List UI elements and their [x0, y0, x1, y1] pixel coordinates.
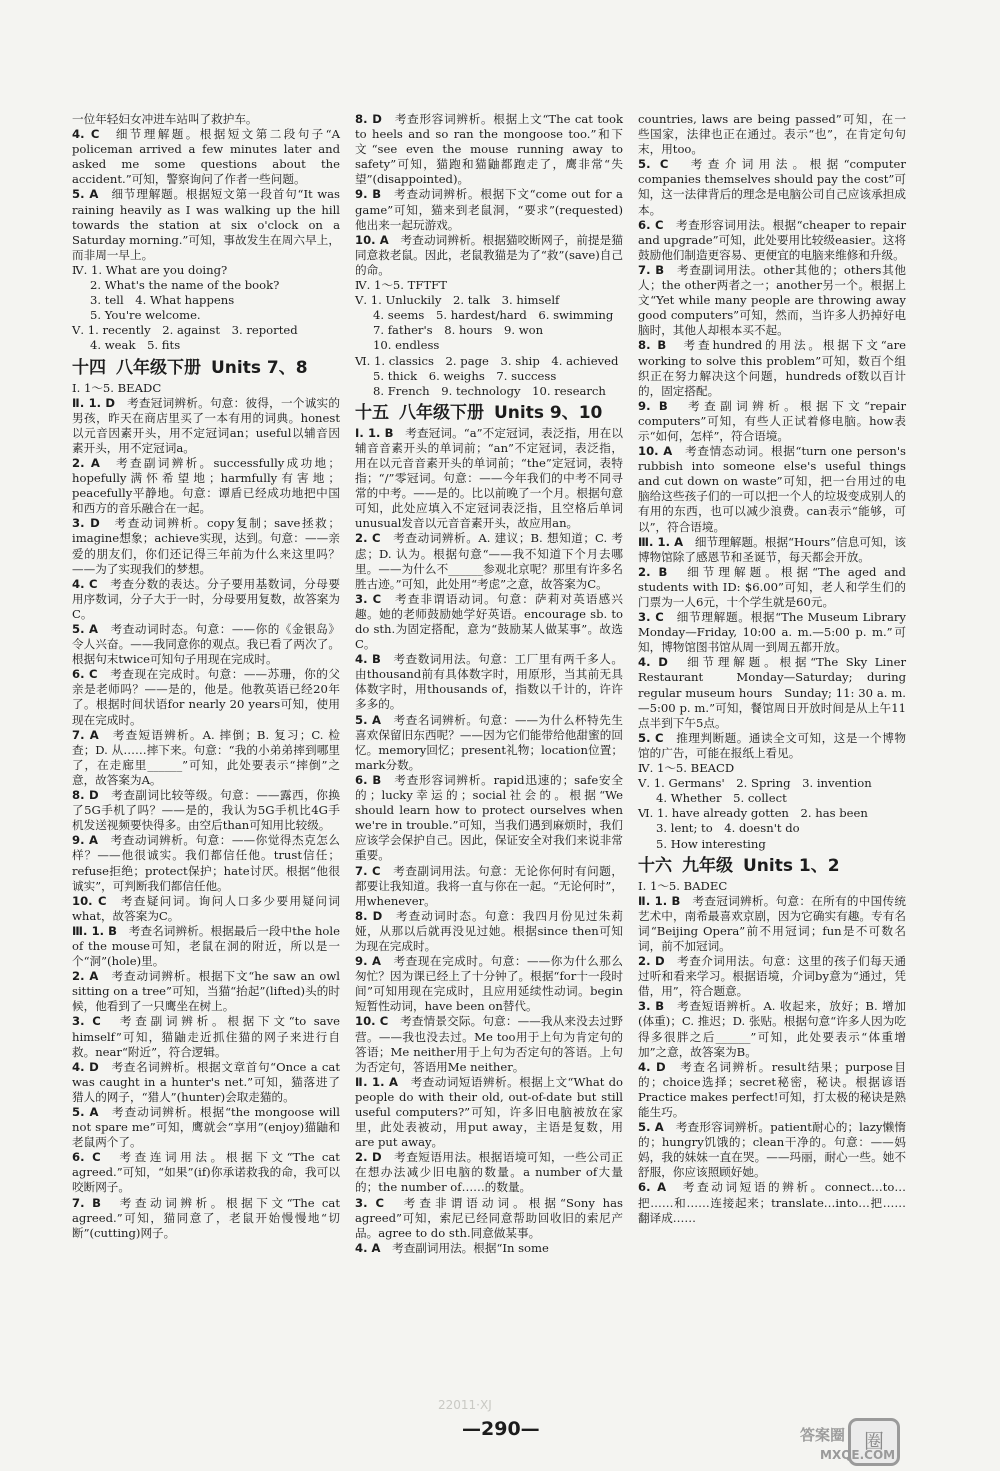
answer-paragraph: Ⅲ. 1. B 考查名词辨析。根据最后一段中the hole of the mouse可知，老鼠在洞的附近，所以是一个“洞”(hole)里。 [72, 923, 340, 969]
section-heading-15: 十五 八年级下册 Units 9、10 [355, 402, 603, 423]
answer-paragraph: 10. A 考查情态动词。根据“turn one person's rubbish into someone else's useful things and cut down on waste”可知，把一台用过的电脑给这些孩子们的一可以把一个人的垃圾变成别人的有用的东西，也可以减少浪费。can表示“能够，可以”，符合语境。 [638, 444, 906, 534]
answer-paragraph: 3. C 考查副词辨析。根据下文“to save himself”可知，猫鼬走近抓住猫的网子来进行自救。near“附近”，符合逻辑。 [72, 1014, 340, 1059]
answer-paragraph: 8. D 考查形容词辨析。根据上文“The cat took to heels and so ran the mongoose too.”和下文“see even the mouse running away to safety”可知，猫跑和猫鼬都跑走了，鹰非常“失望”(disappointed)。 [355, 112, 623, 187]
answer-paragraph: Ⅱ. 1. A 考查动词短语辨析。根据上文“What do people do with their old, out-of-date but still useful computers?”可知，许多旧电脑被放在家里，此处表被动，用put away，主语是复数，用are put away。 [355, 1074, 623, 1150]
answer-line: 2. What's the name of the book? [90, 278, 280, 293]
answer-paragraph: 3. C 细节理解题。根据“The Museum Library Monday—Friday, 10:00 a. m.—5:00 p. m.”可知，博物馆图书馆从周一到周五都开放。 [638, 610, 918, 655]
column-right [638, 112, 918, 1226]
answer-paragraph: 10. C 考查疑问词。询问人口多少要用疑问词what，故答案为C。 [72, 893, 340, 923]
answer-paragraph: 7. B 考查副词用法。other其他的；others其他人；the other两者之一；another另一个。根据上文“Yet while many people are throwing away good computers”可知，然而，当许多人扔掉好电脑时，其他人却根本买不起。 [638, 262, 906, 338]
answer-line: Ⅳ. 1. What are you doing? [72, 262, 228, 277]
answer-paragraph: 4. B 考查数词用法。句意：工厂里有两千多人。由thousand前有具体数字时，用原形，当其前无具体数字时，用thousands of，指数以千计的，许许多多的。 [355, 652, 623, 712]
answer-paragraph: 5. A 考查动词时态。句意：——你的《金银岛》令人兴奋。——我同意你的观点。我已看了两次了。根据句末twice可知句子用现在完成时。 [72, 622, 340, 667]
watermark-logo-icon: 圈 [848, 1418, 900, 1466]
answer-paragraph: 8. D 考查动词时态。句意：我四月份见过朱莉娅，从那以后就再没见过她。根据since then可知为现在完成时。 [355, 908, 623, 953]
answer-line: 8. French 9. technology 10. research [373, 383, 606, 398]
answer-paragraph: 2. A 考查动词辨析。根据下文“he saw an owl sitting on a tree”可知，当猫“抬起”(lifted)头的时候，他看到了一只鹰坐在树上。 [72, 969, 340, 1014]
answer-line: 3. tell 4. What happens [90, 293, 235, 308]
answer-paragraph: 3. B 考查短语辨析。A. 收起来，放好；B. 增加(体重)；C. 推迟；D. 张贴。根据句意“许多人因为吃得多很胖之后______”可知，此处要表示“体重增加”之意，故答案为B。 [638, 999, 906, 1059]
answer-paragraph: Ⅱ. 1. B 考查冠词辨析。句意：在所有的中国传统艺术中，南希最喜欢京剧，因为它确实有趣。专有名词“Beijing Opera”前不用冠词；fun是不可数名词，前不加冠词。 [638, 893, 906, 953]
answer-paragraph: 7. C 考查副词用法。句意：无论你何时有问题，都要让我知道。我将一直与你在一起。“无论何时”，用whenever。 [355, 863, 623, 908]
answer-paragraph: 7. B 考查动词辨析。根据下文“The cat agreed.”可知，猫同意了，老鼠开始慢慢地“切断”(cutting)网子。 [72, 1195, 340, 1240]
answer-line: Ⅳ. 1～5. BEACD [638, 761, 735, 776]
answer-line: 5. You're welcome. [90, 308, 201, 323]
page-number: —290— [462, 1418, 540, 1440]
answer-line: 10. endless [373, 338, 440, 353]
answer-paragraph: 8. D 考查副词比较等级。句意：——露西，你换了5G手机了吗？——是的，我认为5G手机比4G手机发送视频要快得多。由空后than可知用比较级。 [72, 788, 340, 833]
answer-line: 5. thick 6. weighs 7. success [373, 368, 557, 383]
answer-line: 3. lent; to 4. doesn't do [656, 821, 800, 836]
answer-line: Ⅵ. 1. have already gotten 2. has been [638, 806, 868, 821]
answer-line: 4. seems 5. hardest/hard 6. swimming [373, 308, 614, 323]
answer-paragraph: 5. A 考查形容词辨析。patient耐心的；lazy懒惰的；hungry饥饿的；clean干净的。句意：——妈妈，我的妹妹一直在哭。——玛丽，耐心一些。她不舒服，你应该照顾好她。 [638, 1120, 906, 1180]
answer-paragraph: 9. B 考查动词辨析。根据下文“come out for a game”可知，猫来到老鼠洞，“要求”(requested)他出来一起玩游戏。 [355, 187, 623, 232]
answer-line: Ⅰ. 1～5. BADEC [638, 878, 728, 893]
answer-line: 4. Whether 5. collect [656, 791, 787, 806]
answer-paragraph: 9. A 考查现在完成时。句意：——你为什么那么匆忙？因为课已经上了十分钟了。根据“for十一段时间”可知用现在完成时，且应用延续性动词。begin短暂性动词，have been on替代。 [355, 954, 623, 1014]
answer-paragraph: 6. C 考查连词用法。根据下文“The cat agreed.”可知，“如果”(if)你承诺救我的命，我可以咬断网子。 [72, 1150, 340, 1195]
answer-paragraph: 6. A 考查动词短语的辨析。connect…to…把……和……连接起来；translate…into…把……翻译成…… [638, 1180, 906, 1225]
answer-paragraph: 4. C 考查分数的表达。分子要用基数词，分母要用序数词，分子大于一时，分母要用复数，故答案为C。 [72, 576, 340, 621]
answer-line: Ⅴ. 1. recently 2. against 3. reported [72, 323, 298, 338]
answer-paragraph: 3. C 考查非谓语动词。根据“Sony has agreed”可知，索尼已经同意帮助回收旧的索尼产品。agree to do sth.同意做某事。 [355, 1195, 623, 1240]
section-heading-14: 十四 八年级下册 Units 7、8 [72, 357, 308, 378]
answer-paragraph: 9. B 考查副词辨析。根据下文“repair computers”可知，有些人正试着修电脑。how表示“如何，怎样”，符合语境。 [638, 398, 906, 443]
answer-paragraph: 10. A 考查动词辨析。根据猫咬断网子，前提是猫同意救老鼠。因此，老鼠教猫是为了“救”(save)自己的命。 [355, 232, 623, 277]
answer-paragraph: 6. C 考查形容词用法。根据“cheaper to repair and upgrade”可知，此处要用比较级easier。这将鼓励他们制造更容易、更便宜的电脑来维修和升级。 [638, 217, 906, 262]
answer-paragraph: 4. D 细节理解题。根据“The Sky Liner Restaurant Monday—Saturday; during regular museum hours Sunday; 11: 30 a. m.—5:00 p. m.”可知，餐馆周日开放时间是从上午11点半到下午5点。 [638, 655, 906, 730]
answer-paragraph: 一位年轻妇女冲进车站叫了救护车。 [72, 112, 258, 126]
answer-line: 4. weak 5. fits [90, 338, 181, 353]
answer-paragraph: 3. C 考查非谓语动词。句意：萨莉对英语感兴趣。她的老师鼓励她学好英语。encourage sb. to do sth.为固定搭配，意为“鼓励某人做某事”。故选C。 [355, 591, 623, 652]
answer-paragraph: 5. A 考查动词辨析。根据“the mongoose will not spare me”可知，鹰就会“享用”(enjoy)猫鼬和老鼠两个了。 [72, 1105, 340, 1150]
answer-line: 7. father's 8. hours 9. won [373, 323, 544, 338]
answer-paragraph: 2. D 考查介词用法。句意：这里的孩子们每天通过听和看来学习。根据语境，介词by意为“通过，凭借，用”，符合题意。 [638, 954, 906, 999]
column-left [72, 112, 340, 1241]
answer-paragraph: countries, laws are being passed”可知，在一些国家，法律也正在通过。表示“也”，在肯定句句末，用too。 [638, 112, 906, 157]
section-heading-16: 十六 九年级 Units 1、2 [638, 855, 840, 876]
answer-paragraph: 2. B 细节理解题。根据“The aged and students with ID: $6.00”可知，老人和学生们的门票为一人6元，十个学生就是60元。 [638, 564, 906, 609]
footer-code: 22011·XJ [438, 1398, 492, 1412]
answer-paragraph: 5. C 考查介词用法。根据“computer companies themselves should pay the cost”可知，这一法律背后的理念是电脑公司自己应该承担成本。 [638, 157, 906, 217]
watermark-text: MXQE.COM [820, 1448, 896, 1462]
answer-paragraph: 2. C 考查动词辨析。A. 建议；B. 想知道；C. 考虑；D. 认为。根据句意“——我不知道下个月去哪里。——为什么不______参观北京呢？那里有许多名胜古迹。”可知，此处用“考虑”之意，故答案为C。 [355, 531, 623, 591]
answer-paragraph: Ⅲ. 1. A 细节理解题。根据“Hours”信息可知，该博物馆除了感恩节和圣诞节，每天都会开放。 [638, 534, 906, 564]
answer-paragraph: 9. A 考查动词辨析。句意：——你觉得杰克怎么样？——他很诚实。我们都信任他。trust信任；refuse拒绝；protect保护；hate讨厌。根据“他很诚实”，可判断我们都信任他。 [72, 833, 340, 893]
answer-line: 5. How interesting [656, 836, 766, 851]
answer-paragraph: 2. D 考查短语用法。根据语境可知，一些公司正在想办法减少旧电脑的数量。a number of大量的；the number of……的数量。 [355, 1150, 623, 1195]
answer-paragraph: 6. C 考查现在完成时。句意：——苏珊，你的父亲是老师吗？——是的，他是。他教英语已经20年了。根据时间状语for nearly 20 years可知，使用现在完成时。 [72, 667, 340, 727]
answer-paragraph: 3. D 考查动词辨析。copy复制；save拯救；imagine想象；achieve实现，达到。句意：——亲爱的朋友们，你们还记得三年前为什么来这里吗？——为了实现我们的梦想。 [72, 516, 340, 576]
answer-paragraph: 5. A 细节理解题。根据短文第一段首句“It was raining heavily as I was walking up the hill towards the station at six o'clock on a Saturday morning.”可知，事故发生在周六早上，而非周一早上。 [72, 187, 340, 262]
watermark-top: 答案圈 [800, 1426, 846, 1444]
answer-paragraph: 2. A 考查副词辨析。successfully成功地；hopefully满怀希望地；harmfully有害地；peacefully平静地。句意：谭盾已经成功地把中国和西方的音乐融合在一起。 [72, 455, 341, 516]
answer-paragraph: 7. A 考查短语辨析。A. 摔倒；B. 复习；C. 检查；D. 从……摔下来。句意：“我的小弟弟摔到哪里了，在走廊里______”可知，此处要表示“摔倒”之意，故答案为A。 [72, 727, 341, 787]
answer-paragraph: 4. D 考查名词辨析。result结果；purpose目的；choice选择；secret秘密，秘诀。根据谚语Practice makes perfect!可知，打太极的秘诀是熟能生巧。 [638, 1059, 906, 1119]
answer-line: Ⅵ. 1. classics 2. page 3. ship 4. achieved [355, 353, 619, 368]
answer-paragraph: Ⅱ. 1. D 考查冠词辨析。句意：彼得，一个诚实的男孩，昨天在商店里买了一本有用的词典。honest以元音因素开头，用不定冠词an；useful以辅音因素开头，用不定冠词a。 [72, 395, 340, 455]
answer-paragraph: 4. A 考查副词用法。根据“In some [355, 1240, 549, 1255]
answer-paragraph: 5. A 考查名词辨析。句意：——为什么杯特先生喜欢保留旧东西呢？——因为它们能带给他甜蜜的回忆。memory回忆；present礼物；location位置；mark分数。 [355, 712, 623, 772]
answer-paragraph: 10. C 考查情景交际。句意：——我从来没去过野营。——我也没去过。Me too用于上句为肯定句的答语；Me neither用于上句为否定句的答语。上句为否定句，答语用Me neither。 [355, 1014, 623, 1074]
answer-line: Ⅰ. 1～5. BEADC [72, 380, 162, 395]
answer-paragraph: Ⅰ. 1. B 考查冠词。“a”不定冠词，表泛指，用在以辅音音素开头的单词前；“an”不定冠词，表泛指，用在以元音音素开头的单词前；“the”定冠词，表特指；“/”零冠词。句意：——今年我们的中考不同寻常的中考。——是的。比以前晚了一个月。根据句意可知，此处应填入不定冠词表泛指，且空格后单词unusual发音以元音音素开头，故应用an。 [355, 425, 623, 531]
answer-paragraph: 5. C 推理判断题。通读全文可知，这是一个博物馆的广告，可能在报纸上看见。 [638, 730, 906, 760]
answer-paragraph: 6. B 考查形容词辨析。rapid迅速的；safe安全的；lucky幸运的；social社会的。根据“We should learn how to protect ourselves when we're in trouble.”可知，当我们遇到麻烦时，我们应该学会保护自己。因此，保证安全对我们来说非常重要。 [355, 772, 623, 863]
answer-line: Ⅳ. 1～5. TFTFT [355, 278, 447, 293]
answer-line: Ⅴ. 1. Germans' 2. Spring 3. invention [638, 776, 872, 791]
answer-paragraph: 4. D 考查名词辨析。根据文章首句“Once a cat was caught in a hunter's net.”可知，猫落进了猎人的网子，“猎人”(hunter)会取走猫的。 [72, 1059, 340, 1104]
answer-paragraph: 4. C 细节理解题。根据短文第二段句子“A policeman arrived a few minutes later and asked me some questions about the accident.”可知，警察询问了作者一些问题。 [72, 127, 340, 187]
answer-line: Ⅴ. 1. Unluckily 2. talk 3. himself [355, 293, 560, 308]
answer-page [72, 112, 918, 1402]
answer-paragraph: 8. B 考查hundred的用法。根据下文“are working to solve this problem”可知，数百个组织正在努力解决这个问题，hundreds of数以百计的，固定搭配。 [638, 338, 906, 398]
column-middle [355, 112, 623, 1256]
